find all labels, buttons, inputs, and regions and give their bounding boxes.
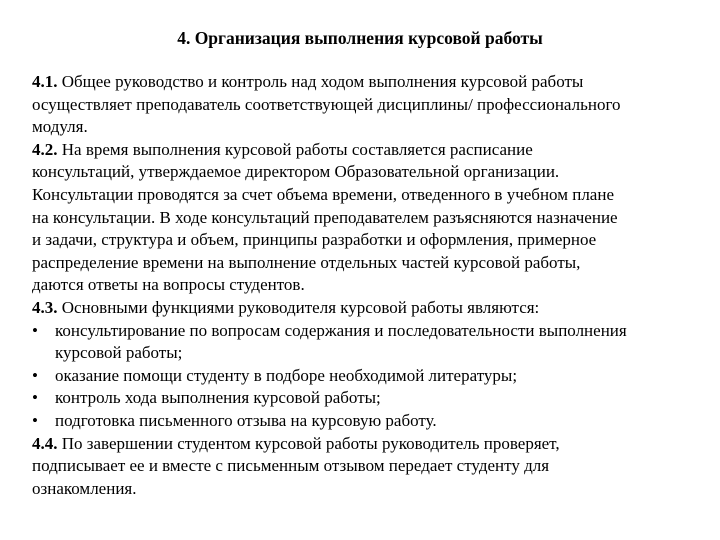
list-item bbox=[32, 410, 708, 433]
section-number: 4.1. bbox=[32, 72, 58, 91]
list-item bbox=[32, 387, 708, 410]
list-item-line: консультирование по вопросам содержания и последовательности выполнения bbox=[55, 320, 627, 340]
section-4-2-line-1 bbox=[32, 139, 708, 162]
list-item-line: курсовой работы; bbox=[55, 343, 183, 363]
section-number: 4.3. bbox=[32, 297, 58, 317]
section-4-3 bbox=[32, 297, 708, 433]
list-item bbox=[32, 365, 708, 388]
section-4-2-line-7: даются ответы на вопросы студентов. bbox=[32, 275, 305, 295]
bullet-icon: • bbox=[32, 388, 38, 408]
section-4-1 bbox=[32, 71, 708, 139]
section-4-2-line-2: консультаций, утверждаемое директором Образовательной организации. bbox=[32, 162, 560, 182]
section-text: На время выполнения курсовой работы составляется расписание bbox=[61, 139, 533, 159]
section-4-2-line-5: и задачи, структура и объем, принципы разработки и оформления, примерное bbox=[32, 230, 597, 250]
section-4-2-line-6: распределение времени на выполнение отдельных частей курсовой работы, bbox=[32, 252, 581, 272]
section-4-4 bbox=[32, 433, 708, 501]
section-text: Общее руководство и контроль над ходом выполнения курсовой работы bbox=[61, 72, 584, 91]
bullet-icon: • bbox=[32, 320, 38, 340]
bullet-icon: • bbox=[32, 410, 38, 430]
section-4-4-line-2: подписывает ее и вместе с письменным отзывом передает студенту для bbox=[32, 456, 550, 476]
section-4-4-line-1 bbox=[32, 433, 708, 456]
section-4-1-line-3: модуля. bbox=[32, 117, 88, 137]
section-number: 4.2. bbox=[32, 139, 58, 159]
section-4-2-line-4: на консультации. В ходе консультаций преподавателем разъясняются назначение bbox=[32, 207, 618, 227]
section-4-2 bbox=[32, 139, 708, 297]
list-item-line: оказание помощи студенту в подборе необходимой литературы; bbox=[55, 365, 518, 385]
document-body bbox=[32, 71, 708, 500]
list-item bbox=[32, 320, 708, 365]
functions-list bbox=[32, 320, 708, 433]
section-number: 4.4. bbox=[32, 433, 58, 453]
section-text: Основными функциями руководителя курсовой работы являются: bbox=[61, 297, 540, 317]
section-4-1-line-2: осуществляет преподаватель соответствующей дисциплины/ профессионального bbox=[32, 94, 621, 114]
section-4-3-intro bbox=[32, 297, 708, 320]
list-item-line: подготовка письменного отзыва на курсовую работу. bbox=[55, 410, 437, 430]
section-text: По завершении студентом курсовой работы руководитель проверяет, bbox=[61, 433, 560, 453]
bullet-icon: • bbox=[32, 365, 38, 385]
page-title: 4. Организация выполнения курсовой работы bbox=[177, 28, 543, 48]
section-4-4-line-3: ознакомления. bbox=[32, 478, 137, 498]
section-4-1-line-1 bbox=[32, 71, 708, 94]
list-item-line: контроль хода выполнения курсовой работы; bbox=[55, 388, 381, 408]
section-4-2-line-3: Консультации проводятся за счет объема времени, отведенного в учебном плане bbox=[32, 184, 614, 204]
